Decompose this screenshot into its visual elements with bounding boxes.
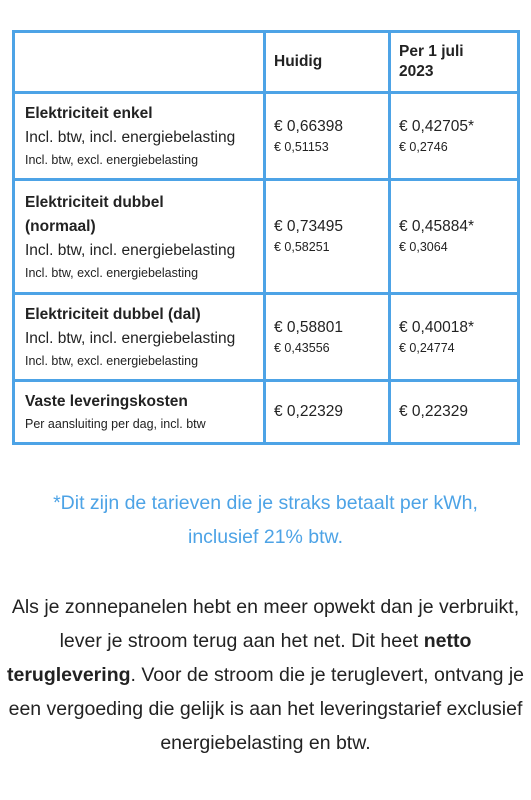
current-value: € 0,22329	[274, 403, 343, 420]
row-label-cell	[14, 93, 265, 180]
paragraph-bold-term: netto teruglevering	[6, 630, 472, 686]
row-sub: Per aansluiting per dag, incl. btw	[25, 417, 206, 431]
header-future-line1: Per 1 juli	[399, 43, 464, 60]
current-value-incl: € 0,73495	[274, 218, 343, 235]
table-row	[14, 93, 519, 180]
tariff-table	[12, 30, 520, 445]
future-value-cell	[390, 180, 519, 294]
row-label-cell	[14, 381, 265, 444]
paragraph-text-after: . Voor de stroom die je teruglevert, ontvang je een vergoeding die gelijk is aan het leveringstarief exclusief energiebelasting en btw.	[8, 664, 525, 754]
row-title: Vaste leveringskosten	[25, 393, 188, 410]
current-value-incl: € 0,66398	[274, 117, 343, 135]
row-sub-excl: Incl. btw, excl. energiebelasting	[25, 354, 199, 368]
tariff-table-container	[12, 30, 517, 445]
table-row	[14, 294, 519, 381]
future-value-excl: € 0,2746	[399, 139, 448, 154]
table-row	[14, 381, 519, 444]
future-value-cell	[390, 93, 519, 180]
table-header-row	[14, 32, 519, 93]
current-value-incl: € 0,58801	[274, 318, 343, 336]
row-sub-excl: Incl. btw, excl. energiebelasting	[25, 265, 199, 280]
current-value-excl: € 0,58251	[274, 240, 330, 254]
current-value-cell	[265, 180, 390, 294]
current-value-cell	[265, 294, 390, 381]
future-value-incl: € 0,42705*	[399, 117, 474, 135]
future-value: € 0,22329	[399, 403, 468, 420]
info-paragraph	[4, 590, 527, 760]
header-current	[265, 32, 390, 93]
header-future-line2: 2023	[399, 63, 434, 80]
future-value-excl: € 0,24774	[399, 340, 455, 355]
row-sub-incl: Incl. btw, incl. energiebelasting	[25, 241, 236, 259]
paragraph-text-before: Als je zonnepanelen hebt en meer opwekt dan je verbruikt, lever je stroom terug aan het net. Dit heet	[11, 596, 520, 652]
current-value-excl: € 0,51153	[274, 139, 329, 154]
header-empty-cell	[14, 32, 265, 93]
tariff-footnote: *Dit zijn de tarieven die je straks betaalt per kWh, inclusief 21% btw.	[53, 492, 478, 548]
future-value-incl: € 0,40018*	[399, 318, 474, 336]
current-value-excl: € 0,43556	[274, 340, 330, 355]
row-sub-excl: Incl. btw, excl. energiebelasting	[25, 153, 199, 167]
future-value-cell	[390, 294, 519, 381]
header-current-label: Huidig	[274, 53, 323, 70]
current-value-cell	[265, 93, 390, 180]
row-sub-incl: Incl. btw, incl. energiebelasting	[25, 129, 236, 146]
row-sub-incl: Incl. btw, incl. energiebelasting	[25, 330, 236, 347]
row-title-line2: (normaal)	[25, 217, 96, 235]
current-value-cell	[265, 381, 390, 444]
header-future	[390, 32, 519, 93]
row-title: Elektriciteit dubbel (dal)	[25, 306, 201, 323]
table-row	[14, 180, 519, 294]
future-value-incl: € 0,45884*	[399, 218, 474, 235]
future-value-cell	[390, 381, 519, 444]
future-value-excl: € 0,3064	[399, 240, 448, 254]
row-title: Elektriciteit enkel	[25, 105, 153, 122]
row-title-line1: Elektriciteit dubbel	[25, 193, 164, 211]
row-label-cell	[14, 180, 265, 294]
row-label-cell	[14, 294, 265, 381]
